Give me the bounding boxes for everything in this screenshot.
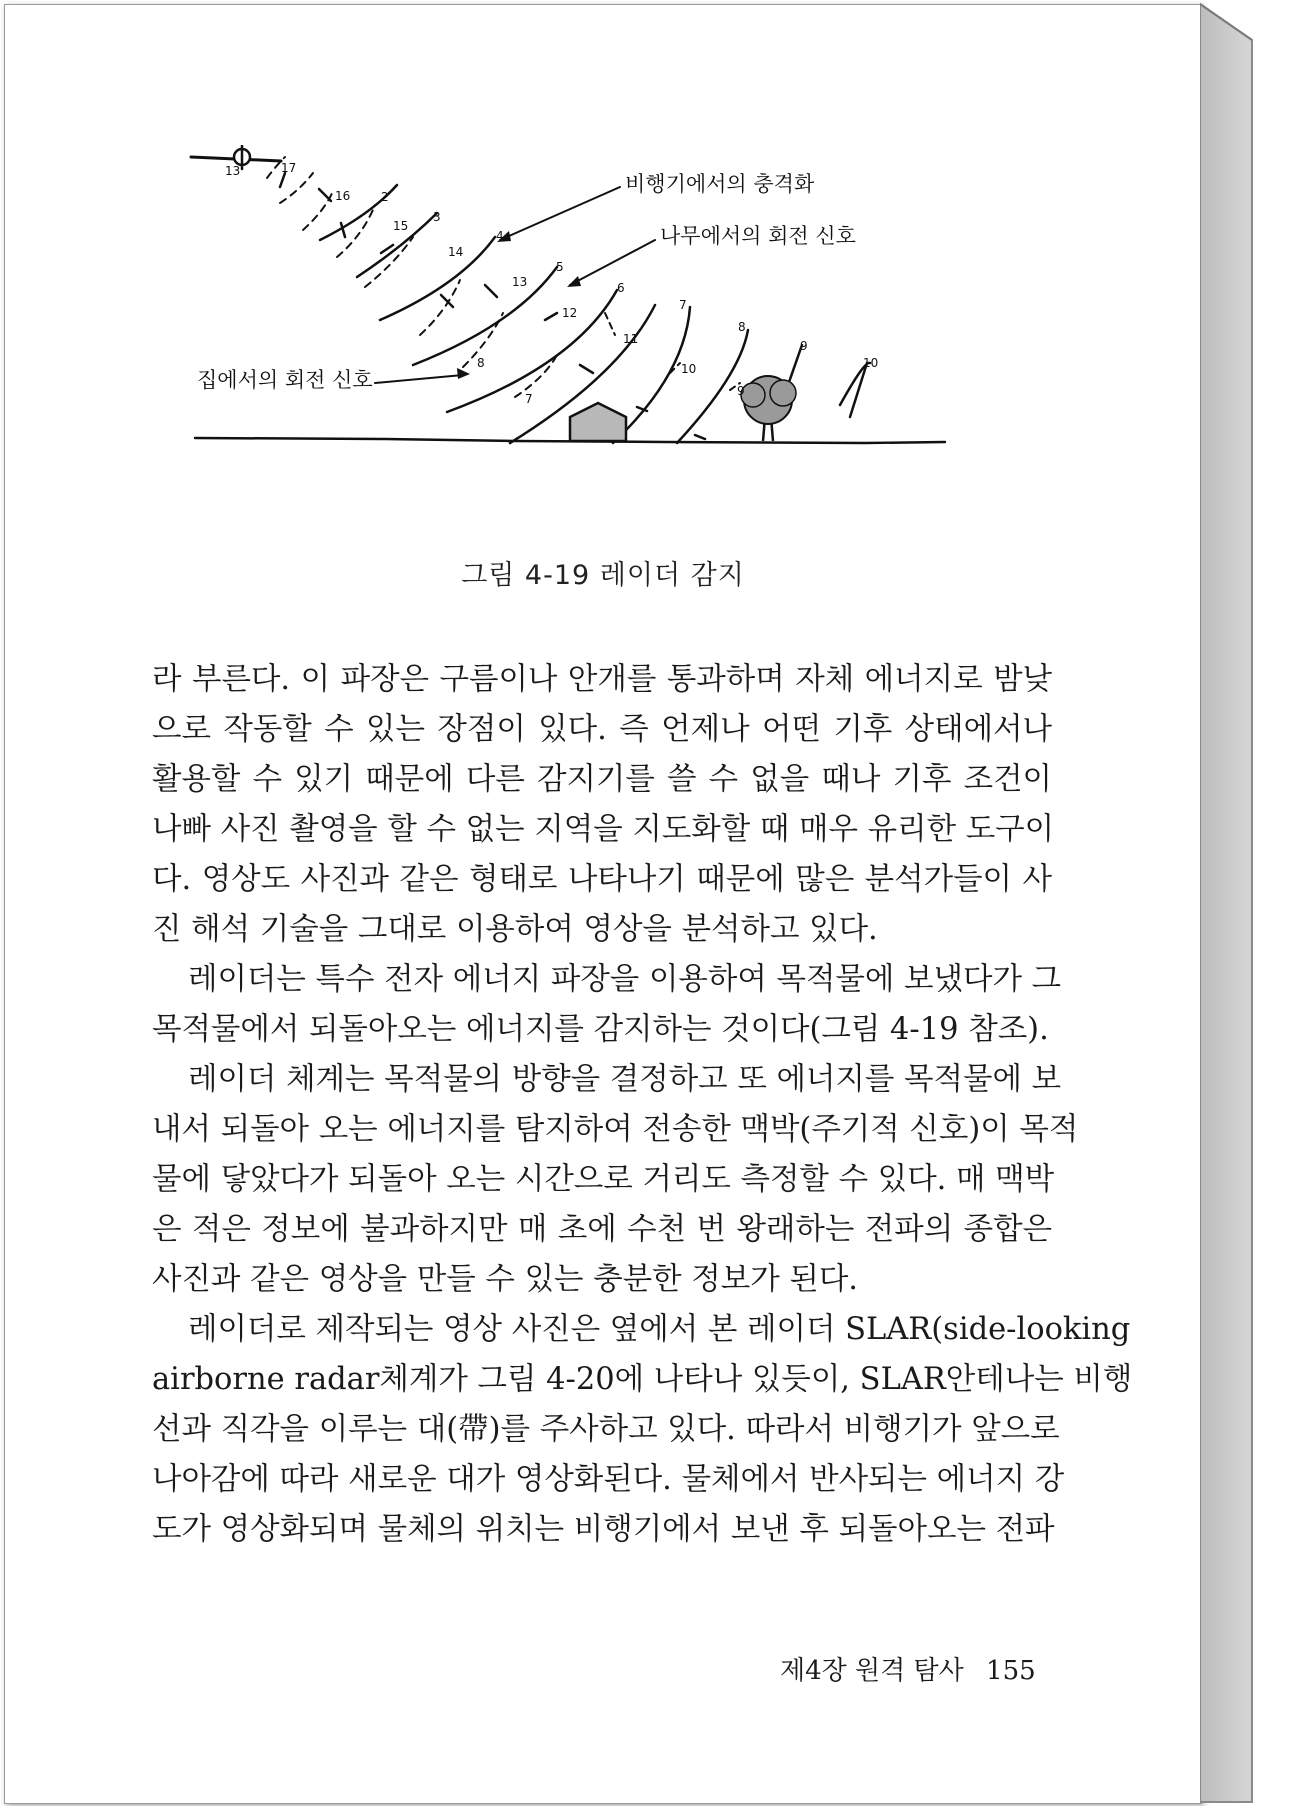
wave-number-7: 7: [679, 298, 687, 312]
text-line: 레이더로 제작되는 영상 사진은 옆에서 본 레이더 SLAR(side-looking: [188, 1312, 1131, 1347]
text-line: 사진과 같은 영상을 만들 수 있는 충분한 정보가 된다.: [152, 1262, 858, 1297]
text-line: 목적물에서 되돌아오는 에너지를 감지하는 것이다(그림 4-19 참조).: [152, 1012, 1049, 1047]
wave-number-8: 8: [738, 320, 746, 334]
echo-number-9: 9: [737, 384, 745, 398]
wave-number-2: 2: [381, 190, 389, 204]
text-line: 레이더 체계는 목적물의 방향을 결정하고 또 에너지를 목적물에 보: [188, 1062, 1062, 1097]
label-plane-impact: 비행기에서의 충격화: [625, 172, 815, 196]
pointer-line-plane: [500, 187, 620, 240]
echo-number-8: 8: [477, 356, 485, 370]
radar-figure: [185, 145, 1035, 525]
echo-number-15: 15: [393, 219, 409, 233]
wave-number-10: 10: [863, 356, 879, 370]
page-number: 155: [986, 1656, 1036, 1686]
label-tree-signal: 나무에서의 회전 신호: [660, 224, 856, 248]
wave-number-4: 4: [496, 229, 504, 243]
page-edge: [1200, 0, 1288, 1806]
text-line: 레이더는 특수 전자 에너지 파장을 이용하여 목적물에 보냈다가 그: [188, 962, 1062, 997]
wave-number-5: 5: [556, 260, 564, 274]
page-footer: [780, 1650, 1036, 1687]
pointer-line-tree: [570, 240, 655, 285]
text-line: 라 부른다. 이 파장은 구름이나 안개를 통과하며 자체 에너지로 밤낮: [152, 662, 1052, 697]
house-shape: [570, 403, 626, 441]
echo-number-12: 12: [562, 306, 578, 320]
echo-number-14: 14: [448, 245, 464, 259]
text-line: 선과 직각을 이루는 대(帶)를 주사하고 있다. 따라서 비행기가 앞으로: [152, 1412, 1060, 1447]
wave-number-3: 3: [433, 210, 441, 224]
radar-diagram: [185, 145, 1035, 525]
figure-caption: 그림 4-19 레이더 감지: [461, 560, 745, 591]
text-line: 은 적은 정보에 불과하지만 매 초에 수천 번 왕래하는 전파의 종합은: [152, 1212, 1052, 1247]
echo-number-13: 13: [512, 275, 528, 289]
text-line: 나빠 사진 촬영을 할 수 없는 지역을 지도화할 때 매우 유리한 도구이: [152, 812, 1055, 847]
echo-number-16: 16: [335, 189, 351, 203]
tree-shape: [741, 376, 796, 441]
text-line: 나아감에 따라 새로운 대가 영상화된다. 물체에서 반사되는 에너지 강: [152, 1462, 1065, 1497]
wave-number-9: 9: [800, 339, 808, 353]
text-line: 물에 닿았다가 되돌아 오는 시간으로 거리도 측정할 수 있다. 매 맥박: [152, 1162, 1055, 1197]
plane-number: 13: [225, 164, 241, 178]
text-line: 도가 영상화되며 물체의 위치는 비행기에서 보낸 후 되돌아오는 전파: [152, 1512, 1055, 1547]
echo-number-11: 11: [623, 332, 639, 346]
book-page: [4, 4, 1202, 1804]
text-line: airborne radar체계가 그림 4-20에 나타나 있듯이, SLAR안테나는 비행: [152, 1362, 1133, 1397]
echo-number-10: 10: [681, 362, 697, 376]
pointer-line-house: [375, 375, 463, 383]
body-text: [152, 655, 1133, 1555]
text-line: 내서 되돌아 오는 에너지를 탐지하여 전송한 맥박(주기적 신호)이 목적: [152, 1112, 1079, 1147]
text-line: 진 해석 기술을 그대로 이용하여 영상을 분석하고 있다.: [152, 912, 878, 947]
wave-number-6: 6: [617, 281, 625, 295]
text-line: 다. 영상도 사진과 같은 형태로 나타나기 때문에 많은 분석가들이 사: [152, 862, 1052, 897]
echo-number-17: 17: [281, 161, 297, 175]
chapter-title: 제4장 원격 탐사: [780, 1656, 964, 1686]
label-house-signal: 집에서의 회전 신호: [197, 368, 373, 392]
text-line: 으로 작동할 수 있는 장점이 있다. 즉 언제나 어떤 기후 상태에서나: [152, 712, 1052, 747]
text-line: 활용할 수 있기 때문에 다른 감지기를 쓸 수 없을 때나 기후 조건이: [152, 762, 1052, 797]
echo-number-7: 7: [525, 392, 533, 406]
